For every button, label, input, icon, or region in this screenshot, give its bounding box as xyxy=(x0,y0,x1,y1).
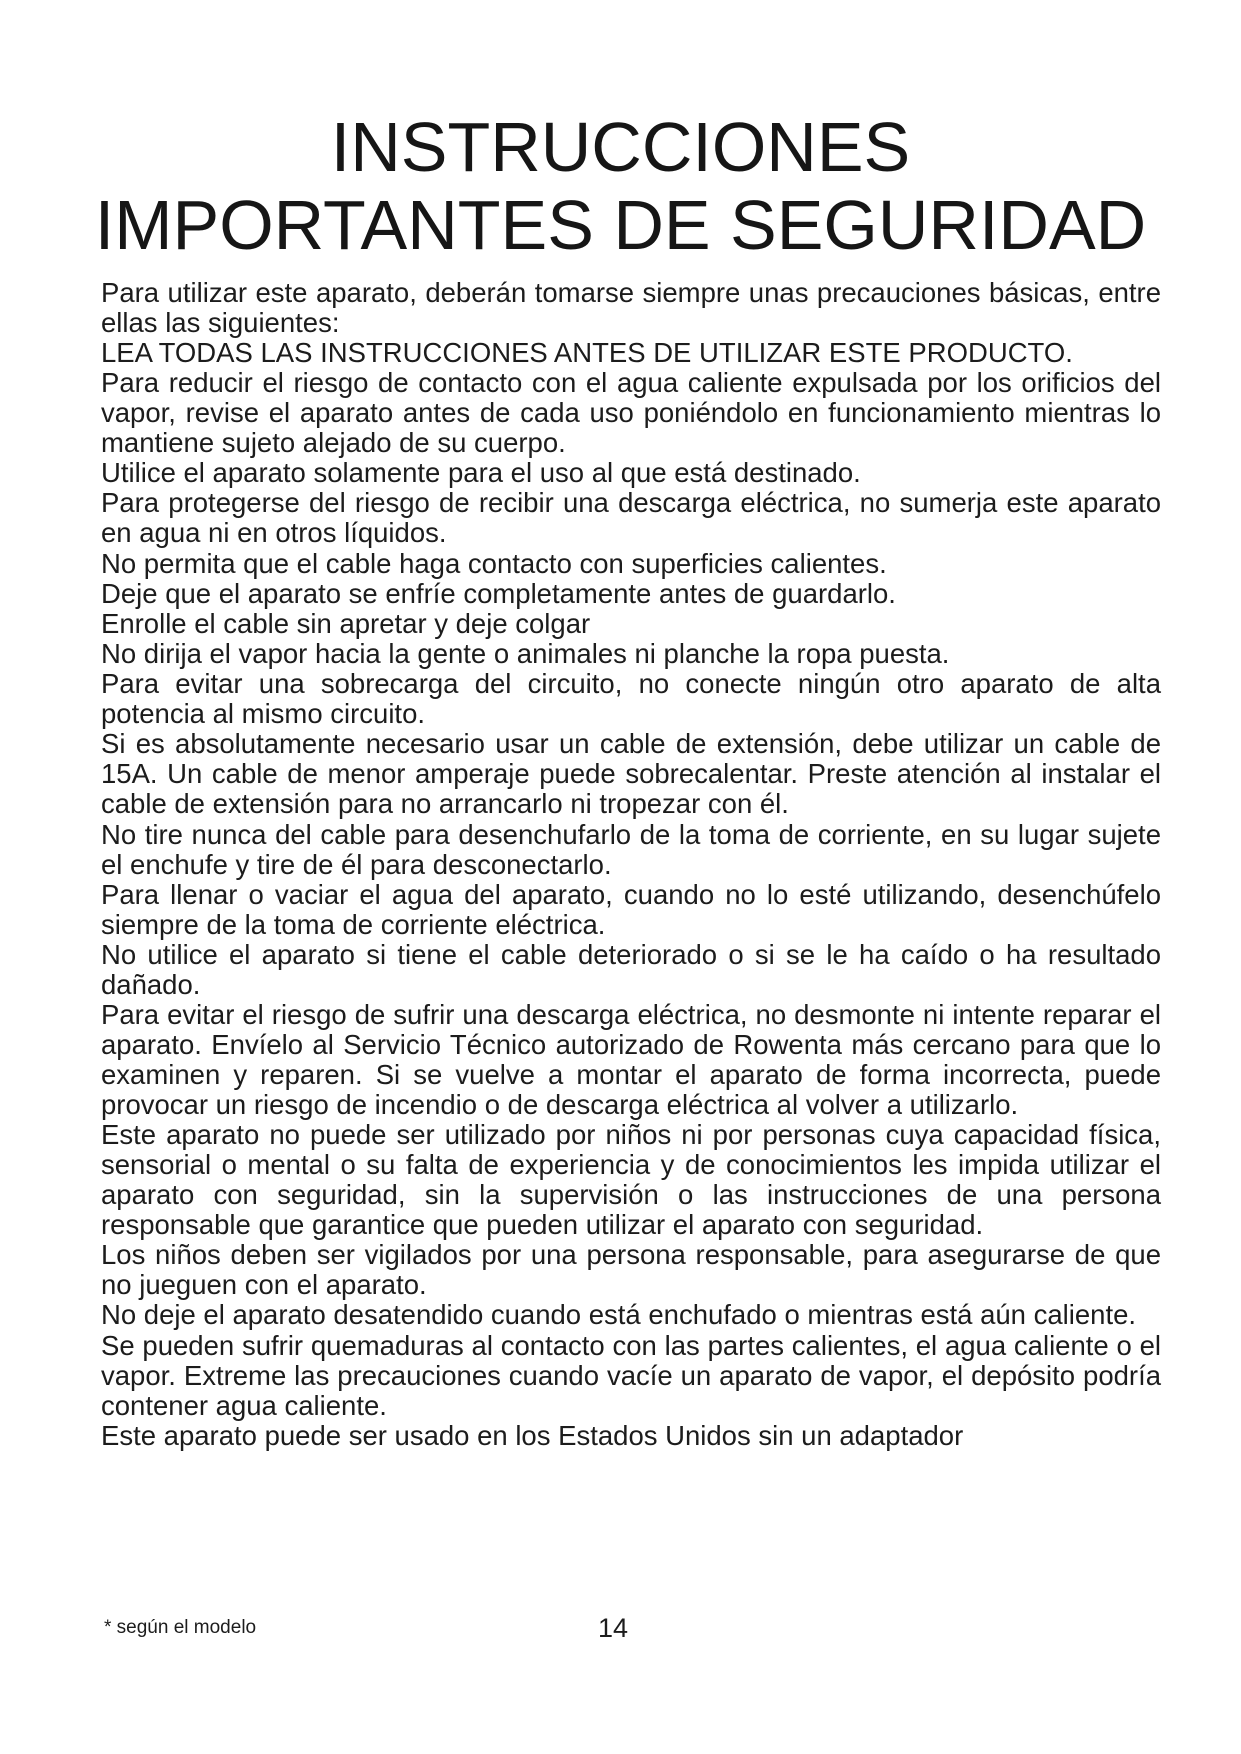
paragraph-electric-shock: Para protegerse del riesgo de recibir una descarga eléctrica, no sumerja este aparato en agua ni en otros líquidos. xyxy=(101,487,1161,548)
paragraph-children-capacity: Este aparato no puede ser utilizado por niños ni por personas cuya capacidad física, sensorial o mental o su falta de experiencia y de conocimientos les impida utilizar el aparato con seguridad, sin la supervisión o las instrucciones de una persona responsable que garantice que pueden utilizar el aparato con seguridad. xyxy=(101,1119,1161,1240)
paragraph-damaged-cable: No utilice el aparato si tiene el cable deteriorado o si se le ha caído o ha resultado dañado. xyxy=(101,939,1161,1000)
paragraph-unattended: No deje el aparato desatendido cuando está enchufado o mientras está aún caliente. xyxy=(101,1299,1137,1330)
page-number: 14 xyxy=(598,1613,629,1643)
paragraph-fill-empty: Para llenar o vaciar el agua del aparato, cuando no lo esté utilizando, desenchúfelo siempre de la toma de corriente eléctrica. xyxy=(101,879,1161,940)
paragraph-intended-use: Utilice el aparato solamente para el uso al que está destinado. xyxy=(101,457,861,488)
safety-instructions-body xyxy=(101,278,1161,1451)
paragraph-repair: Para evitar el riesgo de sufrir una descarga eléctrica, no desmonte ni intente reparar el aparato. Envíelo al Servicio Técnico autorizado de Rowenta más cercano para que lo examinen y reparen. Si se vuelve a montar el aparato de forma incorrecta, puede provocar un riesgo de incendio o de descarga eléctrica al volver a utilizarlo. xyxy=(101,999,1161,1120)
page-title-line-1: INSTRUCCIONES xyxy=(330,108,911,186)
page-title xyxy=(0,108,1241,264)
paragraph-hot-water: Para reducir el riesgo de contacto con el agua caliente expulsada por los orificios del vapor, revise el aparato antes de cada uso poniéndolo en funcionamiento mientras lo mantiene sujeto alejado de su cuerpo. xyxy=(101,367,1161,458)
paragraph-circuit-overload: Para evitar una sobrecarga del circuito, no conecte ningún otro aparato de alta potencia al mismo circuito. xyxy=(101,668,1161,729)
paragraph-extension-cable: Si es absolutamente necesario usar un cable de extensión, debe utilizar un cable de 15A. Un cable de menor amperaje puede sobrecalentar. Preste atención al instalar el cable de extensión para no arrancarlo ni tropezar con él. xyxy=(101,728,1161,819)
paragraph-unplug: No tire nunca del cable para desenchufarlo de la toma de corriente, en su lugar sujete el enchufe y tire de él para desconectarlo. xyxy=(101,819,1161,880)
paragraph-children-supervision: Los niños deben ser vigilados por una persona responsable, para asegurarse de que no jueguen con el aparato. xyxy=(101,1239,1161,1300)
page-title-line-2: IMPORTANTES DE SEGURIDAD xyxy=(94,186,1147,264)
paragraph-cool-down: Deje que el aparato se enfríe completamente antes de guardarlo. xyxy=(101,578,896,609)
paragraph-intro: Para utilizar este aparato, deberán tomarse siempre unas precauciones básicas, entre ellas las siguientes: xyxy=(101,277,1161,338)
paragraph-burns: Se pueden sufrir quemaduras al contacto con las partes calientes, el agua caliente o el vapor. Extreme las precauciones cuando vacíe un aparato de vapor, el depósito podría contener agua caliente. xyxy=(101,1330,1161,1421)
footnote: * según el modelo xyxy=(104,1617,257,1638)
paragraph-hot-surfaces: No permita que el cable haga contacto con superficies calientes. xyxy=(101,548,887,579)
paragraph-read-all: LEA TODAS LAS INSTRUCCIONES ANTES DE UTILIZAR ESTE PRODUCTO. xyxy=(101,337,1073,368)
paragraph-usa-adapter: Este aparato puede ser usado en los Estados Unidos sin un adaptador xyxy=(101,1420,964,1451)
paragraph-steam-direction: No dirija el vapor hacia la gente o animales ni planche la ropa puesta. xyxy=(101,638,950,669)
paragraph-wind-cable: Enrolle el cable sin apretar y deje colgar xyxy=(101,608,591,639)
